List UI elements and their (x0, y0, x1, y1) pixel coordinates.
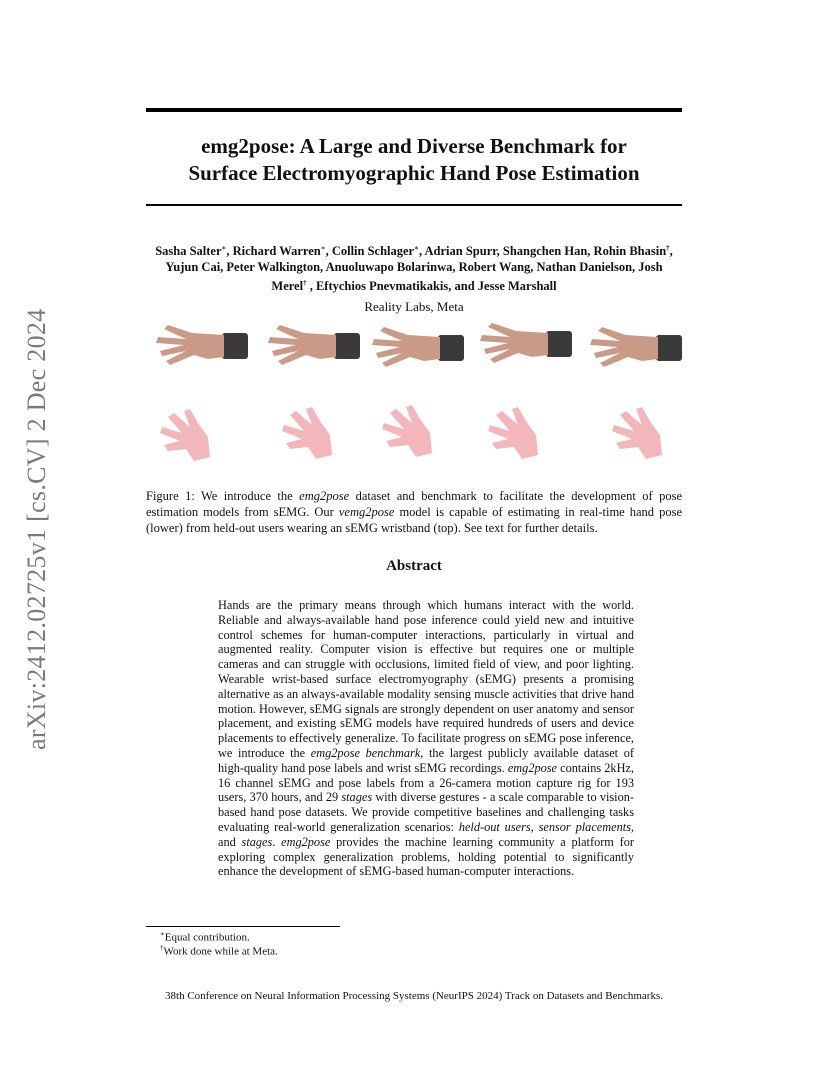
model-hand-open (160, 409, 210, 461)
footnote-text: Work done while at Meta. (163, 945, 278, 958)
real-hand-fist (590, 327, 682, 367)
abstract-heading: Abstract (386, 558, 442, 574)
abstract-text: provides the machine learning community a platform for exploring complex generalization problems, holding potential to significantly enhance the development of sEMG-based human-computer interactions. (218, 834, 634, 879)
title-line-2: Surface Electromyographic Hand Pose Estimation (188, 161, 640, 185)
real-hand-index (480, 323, 572, 363)
arxiv-identifier: arXiv:2412.02725v1 [cs.CV] 2 Dec 2024 (22, 308, 51, 750)
caption-text: dataset and benchmark to facilitate the development of pose estimation models from sEMG. Our (146, 489, 682, 519)
dagger-mark: † (666, 244, 670, 252)
model-hand-index (488, 407, 538, 459)
conference-note: 38th Conference on Neural Information Processing Systems (NeurIPS 2024) Track on Datasets and Benchmarks. (165, 990, 663, 1002)
footnote-equal-contribution (160, 930, 250, 944)
footnote-mark: ∗ (160, 930, 165, 938)
equal-contribution-mark: ∗ (414, 244, 419, 252)
author-text: Sasha Salter (155, 244, 222, 259)
paper-title (146, 133, 682, 187)
equal-contribution-mark: ∗ (221, 244, 227, 252)
author-text: , Yujun Cai, Peter Walkington, Anuoluwapo Bolarinwa, Robert Wang, Nathan Danielson, Josh Merel (165, 244, 673, 294)
figure-caption (146, 488, 682, 536)
abstract-emphasis: stages (241, 834, 273, 849)
abstract-emphasis: emg2pose (281, 834, 331, 849)
abstract-text: Hands are the primary means through which humans interact with the world. Reliable and always-available hand pose inference could yield new and intuitive control schemes for human-computer interactions, particularly in virtual and augmented reality. Computer vision is effective but requires one or multiple cameras and can struggle with occlusions, limited field of view, and poor lighting. Wearable wrist-based surface electromyography (sEMG) presents a promising alternative as an always-available modality sensing muscle activities that drive hand motion. However, sEMG signals are strongly dependent on user anatomy and sensor placement, and existing sEMG models have required hundreds of users and device placements to effectively generalize. To facilitate progress on sEMG pose inference, we introduce the (218, 598, 634, 760)
abstract-text: with diverse gestures - a scale comparable to vision-based hand pose datasets. We provide competitive baselines and challenging tasks evaluating real-world generalization scenarios: (218, 790, 634, 834)
abstract-text: , the largest publicly available dataset of high-quality hand pose labels and wrist sEMG recordings. (218, 745, 634, 775)
abstract-text: . (272, 834, 282, 849)
abstract-emphasis: emg2pose (507, 760, 558, 775)
abstract-emphasis: held-out users, sensor placements, (458, 819, 634, 834)
caption-emphasis: emg2pose (299, 489, 350, 503)
affiliation: Reality Labs, Meta (364, 299, 464, 314)
author-text: , Collin Schlager (325, 244, 415, 259)
author-text: , Richard Warren (226, 244, 321, 259)
real-hands-row (156, 323, 682, 367)
real-hand-open (156, 325, 248, 365)
caption-text: model is capable of estimating in real-time hand pose (lower) from held-out users wearing an sEMG wristband (top). See text for further details. (146, 505, 682, 535)
model-hand-spread (282, 407, 332, 459)
model-hand-point (382, 405, 432, 457)
footnote-meta (160, 944, 278, 958)
abstract-text: and (218, 834, 242, 849)
real-hand-point (372, 327, 464, 367)
real-hand-spread (268, 325, 360, 365)
footnote-text: Equal contribution. (164, 931, 250, 944)
dagger-mark: † (303, 279, 307, 288)
footnote-mark: † (160, 944, 164, 952)
abstract-text: contains 2kHz, 16 channel sEMG and pose labels from a 26-camera motion capture rig for 193 users, 370 hours, and 29 (218, 760, 634, 805)
author-text: , Adrian Spurr, Shangchen Han, Rohin Bhasin (418, 244, 667, 259)
caption-text: Figure 1: We introduce the (146, 489, 300, 503)
author-text: , Eftychios Pnevmatikakis, and Jesse Marshall (306, 279, 557, 294)
abstract-emphasis: emg2pose benchmark (310, 745, 421, 760)
title-line-1: emg2pose: A Large and Diverse Benchmark for (201, 134, 627, 158)
footnote-rule (146, 926, 340, 927)
title-bottom-rule (146, 204, 682, 206)
model-hand-fist (612, 407, 662, 459)
caption-emphasis: vemg2pose (338, 505, 395, 519)
abstract-body (218, 598, 634, 879)
title-top-rule (146, 108, 682, 112)
equal-contribution-mark: ∗ (320, 244, 326, 252)
abstract-emphasis: stages (341, 790, 373, 805)
figure-hands (146, 315, 682, 480)
model-hands-row (160, 405, 662, 461)
author-list (150, 240, 678, 294)
